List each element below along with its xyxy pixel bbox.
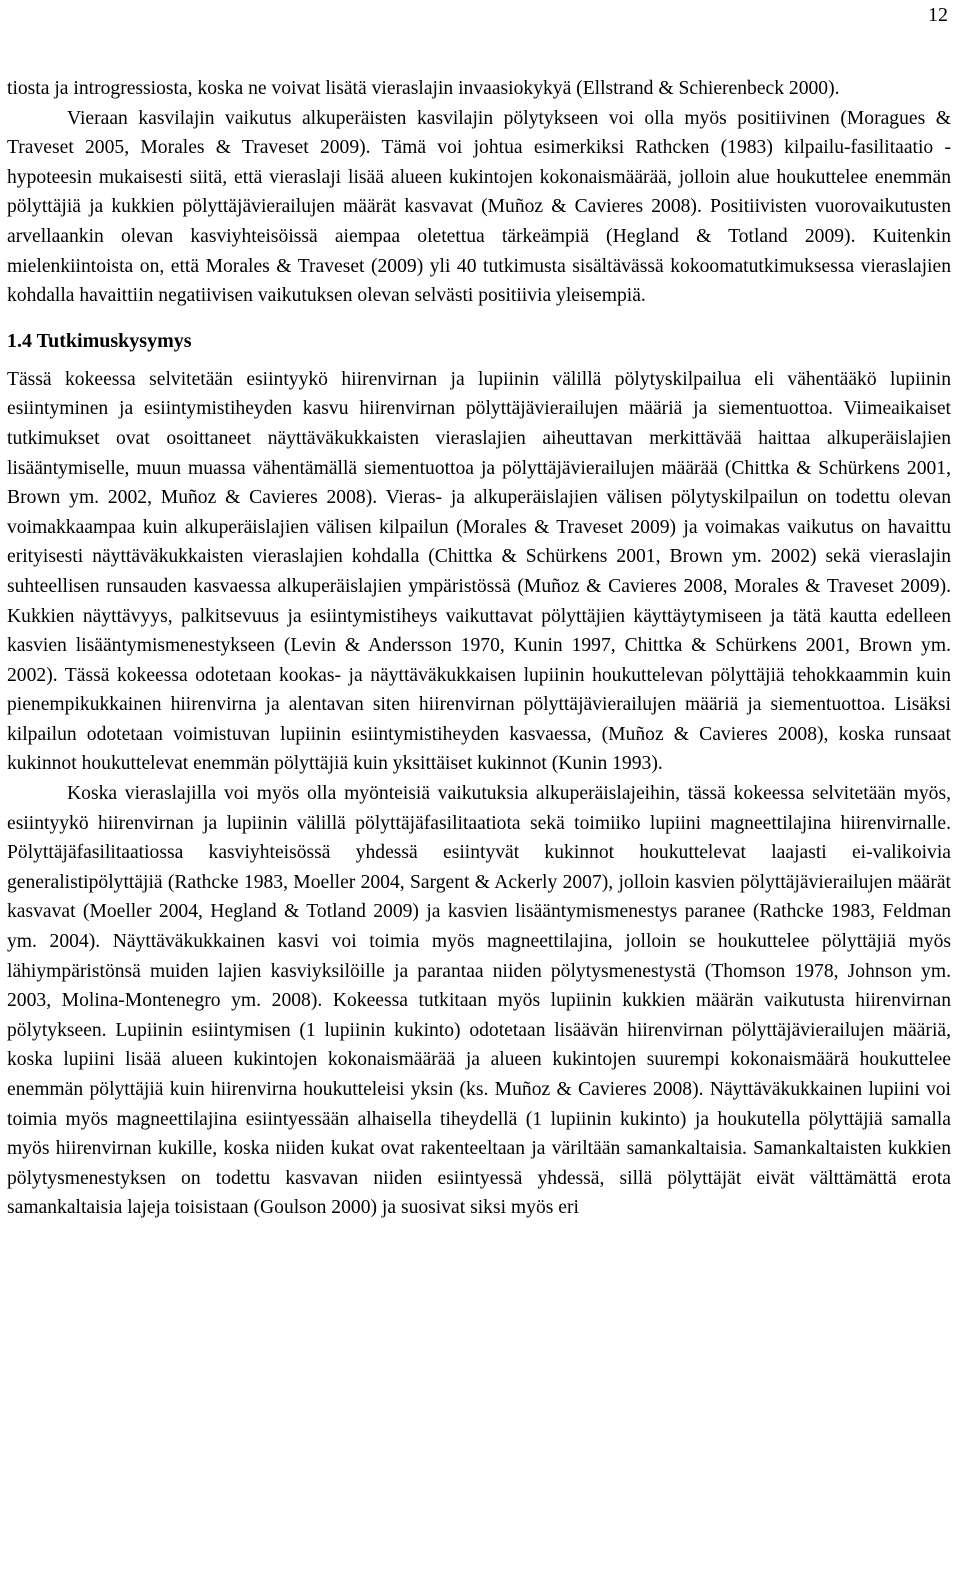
page-number: 12: [928, 4, 948, 26]
paragraph-research-question: Tässä kokeessa selvitetään esiintyykö hiirenvirnan ja lupiinin välillä pölytyskilpailua eli vähentääkö lupiinin esiintyminen ja esiintymistiheyden kasvu hiirenvirnan pölyttäjävierailujen määriä ja siementuottoa. Viimeaikaiset tutkimukset ovat osoittaneet näyttäväkukkaisten vieraslajien aiheuttavan merkittävää haittaa alkuperäislajien lisääntymiselle, muun muassa vähentämällä siementuottoa ja pölyttäjävierailujen määrää (Chittka & Schürkens 2001, Brown ym. 2002, Muñoz & Cavieres 2008). Vieras- ja alkuperäislajien välisen pölytyskilpailun on todettu olevan voimakkaampaa kuin alkuperäislajien välisen kilpailun (Morales & Traveset 2009) ja voimakas vaikutus on havaittu erityisesti näyttäväkukkaisten vieraslajien kohdalla (Chittka & Schürkens 2001, Brown ym. 2002) sekä vieraslajin suhteellisen runsauden kasvaessa alkuperäislajien ympäristössä (Muñoz & Cavieres 2008, Morales & Traveset 2009). Kukkien näyttävyys, palkitsevuus ja esiintymistiheys vaikuttavat pölyttäjien käyttäytymiseen ja tätä kautta edelleen kasvien lisääntymismenestykseen (Levin & Andersson 1970, Kunin 1997, Chittka & Schürkens 2001, Brown ym. 2002). Tässä kokeessa odotetaan kookas- ja näyttäväkukkaisen lupiinin houkuttelevan pölyttäjiä tehokkaammin kuin pienempikukkainen hiirenvirna ja alentavan siten hiirenvirnan pölyttäjävierailujen määriä ja siementuottoa. Lisäksi kilpailun odotetaan voimistuvan lupiinin esiintymistiheyden kasvaessa, (Muñoz & Cavieres 2008), koska runsaat kukinnot houkuttelevat enemmän pölyttäjiä kuin yksittäiset kukinnot (Kunin 1993).: [7, 368, 951, 775]
paragraph-continuation: tiosta ja introgressiosta, koska ne voivat lisätä vieraslajin invaasiokykyä (Ellstrand & Schierenbeck 2000).: [7, 78, 840, 99]
paragraph-positive-effects: Vieraan kasvilajin vaikutus alkuperäisten kasvilajin pölytykseen voi olla myös positiivinen (Moragues & Traveset 2005, Morales & Traveset 2009). Tämä voi johtua esimerkiksi Rathcken (1983) kilpailu-fasilitaatio -hypoteesin mukaisesti siitä, että vieraslaji lisää alueen kukintojen kokonaismäärää, jolloin alue houkuttelee enemmän pölyttäjiä ja kukkien pölyttäjävierailujen määrät kasvavat (Muñoz & Cavieres 2008). Positiivisten vuorovaikutusten arvellaankin olevan kasviyhteisöissä aiempaa oletettua tärkeämpiä (Hegland & Totland 2009). Kuitenkin mielenkiintoista on, että Morales & Traveset (2009) yli 40 tutkimusta sisältävässä kokoomatutkimuksessa vieraslajien kohdalla havaittiin negatiivisen vaikutuksen olevan selvästi positiivia yleisempiä.: [7, 107, 951, 307]
document-body: [7, 74, 951, 1223]
paragraph-facilitation: Koska vieraslajilla voi myös olla myönteisiä vaikutuksia alkuperäislajeihin, tässä kokeessa selvitetään myös, esiintyykö hiirenvirnan ja lupiinin välillä pölyttäjäfasilitaatiota sekä toimiiko lupiini magneettilajina hiirenvirnalle. Pölyttäjäfasilitaatiossa kasviyhteisössä yhdessä esiintyvät kukinnot houkuttelevat laajasti ei-valikoivia generalistipölyttäjiä (Rathcke 1983, Moeller 2004, Sargent & Ackerly 2007), jolloin kasvien pölyttäjävierailujen määrät kasvavat (Moeller 2004, Hegland & Totland 2009) ja kasvien lisääntymismenestys paranee (Rathcke 1983, Feldman ym. 2004). Näyttäväkukkainen kasvi voi toimia myös magneettilajina, jolloin se houkuttelee pölyttäjiä myös lähiympäristönsä muiden lajien kasviyksilöille ja parantaa niiden pölytysmenestystä (Thomson 1978, Johnson ym. 2003, Molina-Montenegro ym. 2008). Kokeessa tutkitaan myös lupiinin kukkien määrän vaikutusta hiirenvirnan pölytykseen. Lupiinin esiintymisen (1 lupiinin kukinto) odotetaan lisäävän hiirenvirnan pölyttäjävierailujen määriä, koska lupiini lisää alueen kukintojen kokonaismäärää ja alueen kukintojen suurempi kokonaismäärä houkuttelee enemmän pölyttäjiä kuin hiirenvirna houkutteleisi yksin (ks. Muñoz & Cavieres 2008). Näyttäväkukkainen lupiini voi toimia myös magneettilajina esiintyessään alhaisella tiheydellä (1 lupiinin kukinto) ja houkutella pölyttäjiä samalla myös hiirenvirnan kukille, koska niiden kukat ovat rakenteeltaan ja väriltään samankaltaisia. Samankaltaisten kukkien pölytysmenestyksen on todettu kasvavan niiden esiintyessä yhdessä, sillä pölyttäjät eivät välttämättä erota samankaltaisia lajeja toisistaan (Goulson 2000) ja suosivat siksi myös eri: [7, 783, 951, 1219]
section-heading: 1.4 Tutkimuskysymys: [7, 329, 192, 352]
